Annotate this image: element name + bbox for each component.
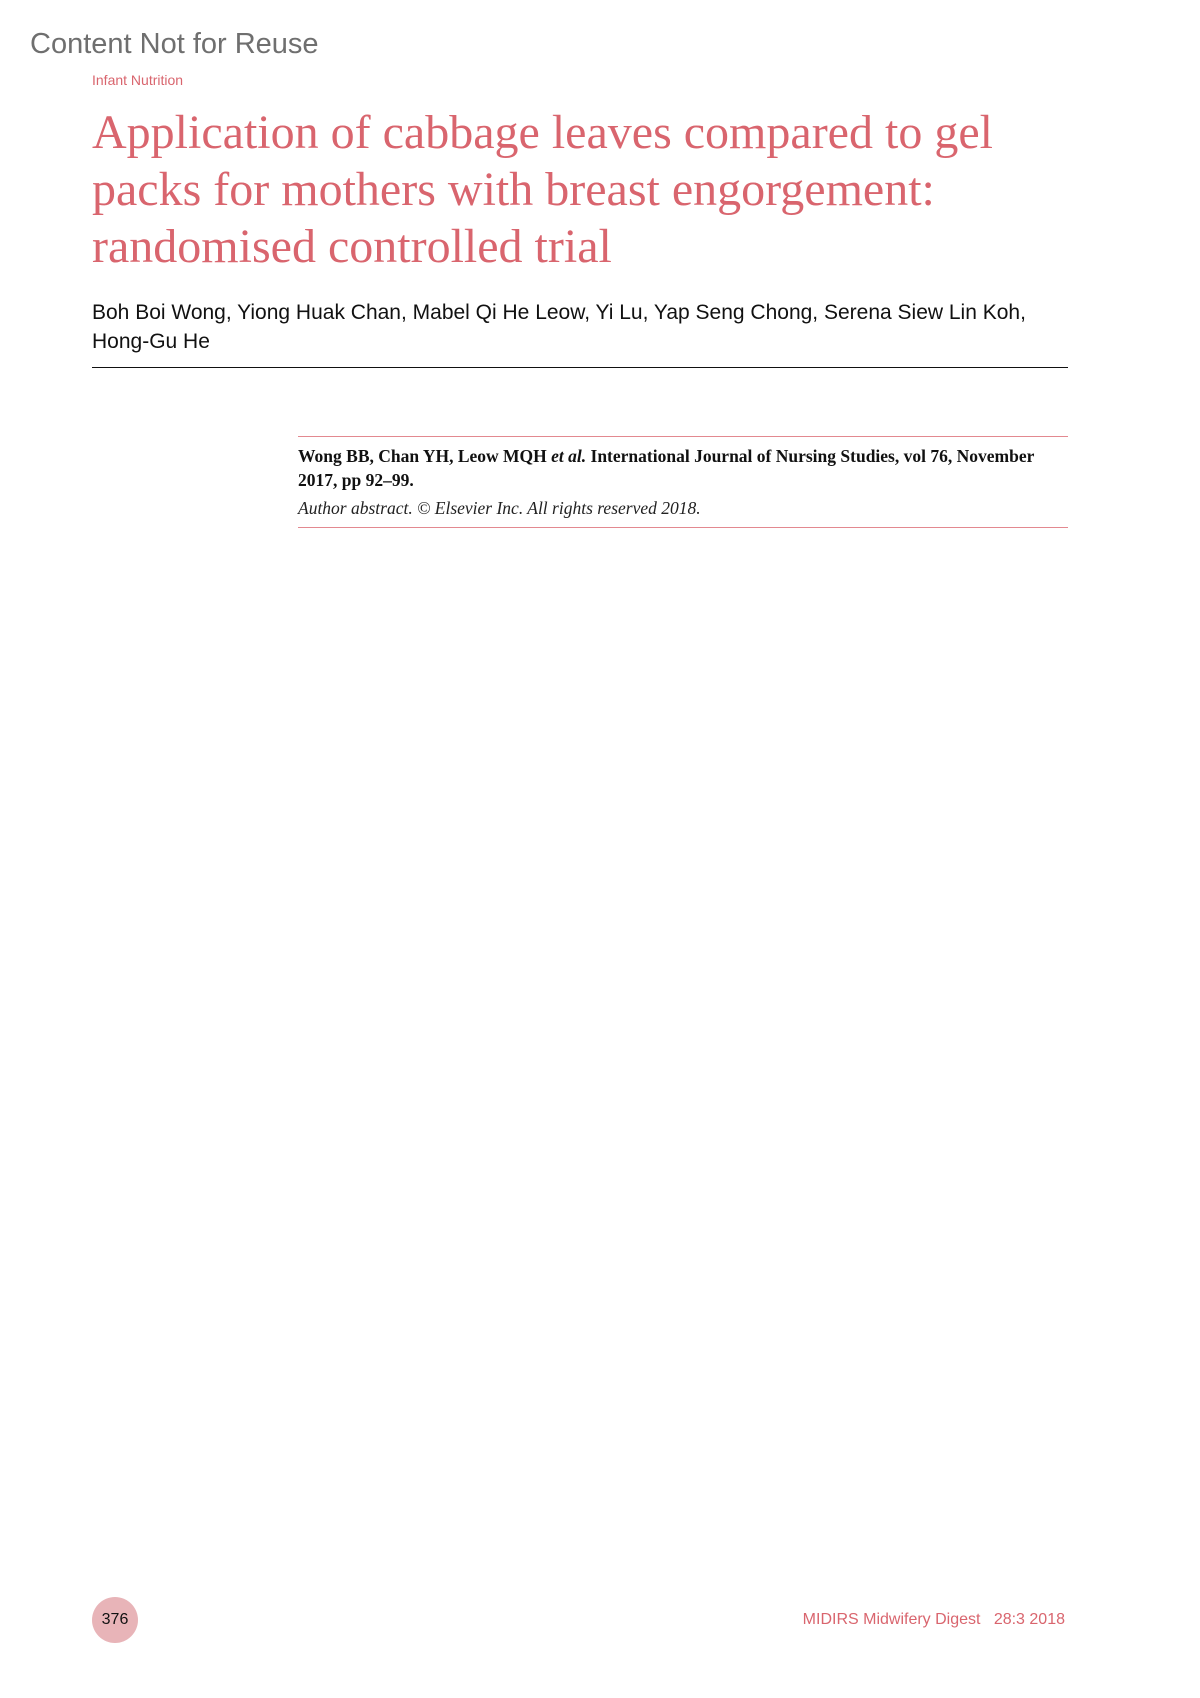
footer-journal-info: MIDIRS Midwifery Digest 28:3 2018 [802,1611,1065,1628]
citation-authors: Wong BB, Chan YH, Leow MQH [298,446,552,466]
citation-etal: et al. [551,446,587,466]
citation-text [298,444,1068,492]
abstract-note: Author abstract. © Elsevier Inc. All rights reserved 2018. [298,498,701,518]
author-list: Boh Boi Wong, Yiong Huak Chan, Mabel Qi He Leow, Yi Lu, Yap Seng Chong, Serena Siew Lin Koh, Hong-Gu He [92,301,1026,353]
watermark-text: Content Not for Reuse [30,28,319,60]
article-title: Application of cabbage leaves compared to gel packs for mothers with breast engorgement: randomised controlled trial [92,106,993,273]
page-number-badge [92,1597,138,1643]
citation-source: International Journal of Nursing Studies, vol 76, November 2017, pp 92–99. [298,446,1035,490]
citation-box [298,436,1068,528]
section-label: Infant Nutrition [92,72,184,88]
page-number: 376 [101,1611,129,1628]
title-divider [92,367,1068,368]
